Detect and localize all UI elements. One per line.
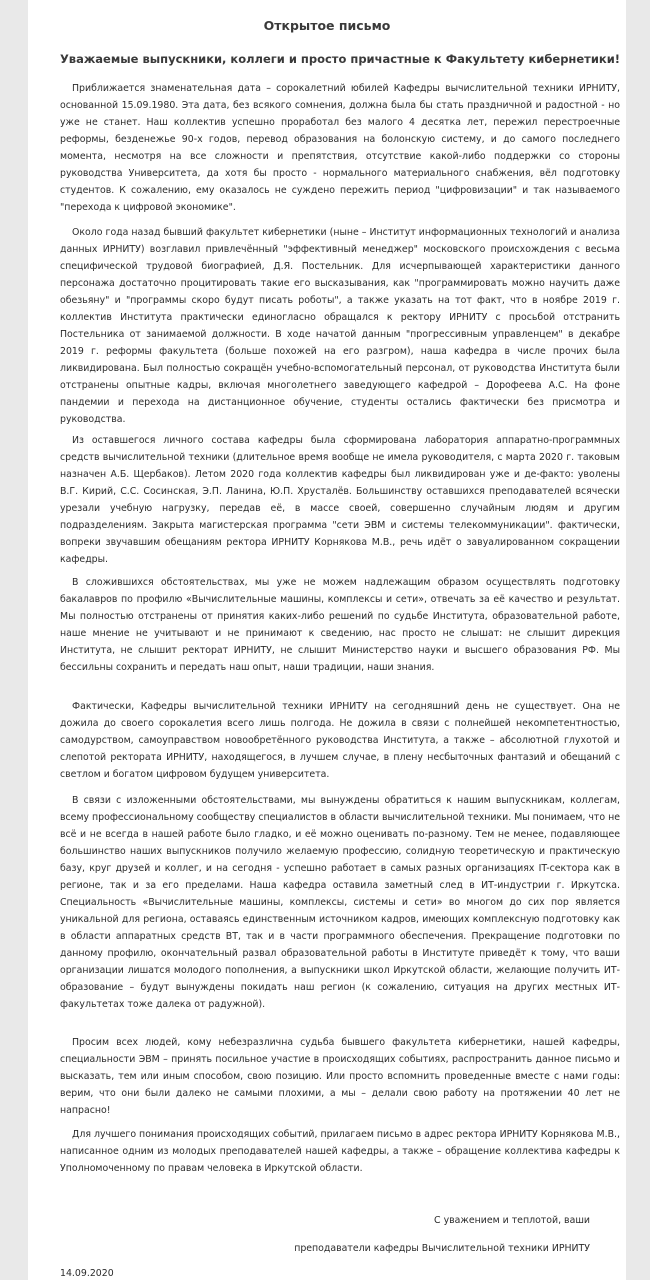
paragraph-6: В связи с изложенными обстоятельствами, мы вынуждены обратиться к нашим выпускникам, коллегам, всему профессиональному сообществу специалистов в области вычислительной техники. Мы понимаем, что не всё и не всегда в нашей работе было гладко, и её можно оценивать по-разному. Тем не менее, подавляющее большинство наших выпускников получило желаемую профессию, солидную теоретическую и практическую базу, круг друзей и коллег, и на сегодня - успешно работает в самых разных организациях IT-сектора как в регионе, так и за его пределами. Наша кафедра оставила заметный след в ИТ-индустрии г. Иркутска. Специальность «Вычислительные машины, комплексы, системы и сети» во многом до сих пор является уникальной для региона, оставаясь единственным источником кадров, имеющих комплексную подготовку как в области аппаратных средств ВТ, так и в части программного обеспечения. Прекращение подготовки по данному профилю, окончательный развал образовательной работы в Институте приведёт к тому, что ваши организации лишатся молодого пополнения, а выпускники школ Иркутской области, желающие получить ИТ-образование – будут вынуждены покидать наш регион (к сожалению, ситуация на других местных ИТ-факультетах тоже далека от радужной).	[60, 795, 620, 1010]
signature-line: преподаватели кафедры Вычислительной техники ИРНИТУ	[294, 1243, 590, 1254]
letter-date: 14.09.2020	[60, 1268, 114, 1279]
paragraph-7: Просим всех людей, кому небезразлична судьба бывшего факультета кибернетики, нашей кафедры, специальности ЭВМ – принять посильное участие в происходящих событиях, распространить данное письмо и высказать, тем или иным способом, свою позицию. Или просто вспомнить проведенные вместе с нами годы: верим, что они были далеко не самыми плохими, а мы – делали свою работу на протяжении 40 лет не напрасно!	[60, 1037, 620, 1116]
paragraph-5: Фактически, Кафедры вычислительной техники ИРНИТУ на сегодняшний день не существует. Она не дожила до своего сорокалетия всего лишь полгода. Не дожила в связи с полнейшей некомпетентностью, самодурством, самоуправством новообретённого руководства Института, а также – абсолютной глухотой и слепотой ректората ИРНИТУ, находящегося, в лучшем случае, в плену несбыточных фантазий и обещаний с светлом и богатом цифровом будущем университета.	[60, 701, 620, 780]
paragraph-8: Для лучшего понимания происходящих событий, прилагаем письмо в адрес ректора ИРНИТУ Корнякова М.В., написанное одним из молодых преподавателей нашей кафедры, а также – обращение коллектива кафедры к Уполномоченному по правам человека в Иркутской области.	[60, 1129, 620, 1174]
paragraph-2: Около года назад бывший факультет кибернетики (ныне – Институт информационных технологий и анализа данных ИРНИТУ) возглавил привлечённый "эффективный менеджер" московского происхождения с весьма специфической трудовой биографией, Д.Я. Постельник. Для исчерпывающей характеристики данного персонажа достаточно процитировать такие его высказывания, как "программировать можно научить даже обезьяну" и "программы скоро будут писать роботы", а также указать на тот факт, что в ноябре 2019 г. коллектив Института практически единогласно обращался к ректору ИРНИТУ с просьбой отстранить Постельника от занимаемой должности. В ходе начатой данным "прогрессивным управленцем" в декабре 2019 г. реформы факультета (больше похожей на его разгром), наша кафедра в числе прочих была ликвидирована. Был полностью сокращён учебно-вспомогательный персонал, от руководства Института были отстранены опытные кадры, включая многолетнего заведующего кафедрой – Дорофеева А.С. На фоне пандемии и перехода на дистанционное обучение, студенты остались фактически без присмотра и руководства.	[60, 227, 620, 425]
paragraph-1: Приближается знаменательная дата – сорокалетний юбилей Кафедры вычислительной техники ИРНИТУ, основанной 15.09.1980. Эта дата, без всякого сомнения, должна была бы стать праздничной и радостной - но уже не станет. Наш коллектив успешно проработал без малого 4 десятка лет, пережил перестроечные реформы, безденежье 90-х годов, перевод образования на болонскую систему, и до самого последнего момента, несмотря на все сложности и препятствия, отсутствие какой-либо поддержки со стороны руководства Университета, да хотя бы просто - нормального материального снабжения, вёл подготовку студентов. К сожалению, ему оказалось не суждено пережить период "цифровизации" и так называемого "перехода к цифровой экономике".	[60, 83, 620, 213]
letter-page	[28, 0, 626, 1280]
letter-title: Открытое письмо	[263, 18, 391, 33]
paragraph-4: В сложившихся обстоятельствах, мы уже не можем надлежащим образом осуществлять подготовку бакалавров по профилю «Вычислительные машины, комплексы и сети», отвечать за её качество и результат. Мы полностью отстранены от принятия каких-либо решений по судьбе Института, образовательной работе, наше мнение не учитывают и не принимают к сведению, нас просто не слышат: не слышит дирекция Института, не слышит ректорат ИРНИТУ, не слышит Министерство науки и высшего образования РФ. Мы бессильны сохранить и передать наш опыт, наши традиции, наши знания.	[60, 577, 620, 673]
paragraph-3: Из оставшегося личного состава кафедры была сформирована лаборатория аппаратно-программных средств вычислительной техники (длительное время вообще не имела руководителя, с марта 2020 г. таковым назначен А.Б. Щербаков). Летом 2020 года коллектив кафедры был ликвидирован уже и де-факто: уволены В.Г. Кирий, С.С. Сосинская, Э.П. Ланина, Ю.П. Хрусталёв. Большинству оставшихся преподавателей всячески урезали учебную нагрузку, передав её, в массе своей, совершенно случайным людям и другим подразделениям. Закрыта магистерская программа "сети ЭВМ и системы телекоммуникации". фактически, вопреки звучавшим обещаниям ректора ИРНИТУ Корнякова М.В., речь идёт о завуалированном сокращении кафедры.	[60, 435, 620, 565]
letter-greeting: Уважаемые выпускники, коллеги и просто причастные к Факультету кибернетики!	[59, 52, 620, 66]
closing-line: С уважением и теплотой, ваши	[434, 1215, 590, 1226]
